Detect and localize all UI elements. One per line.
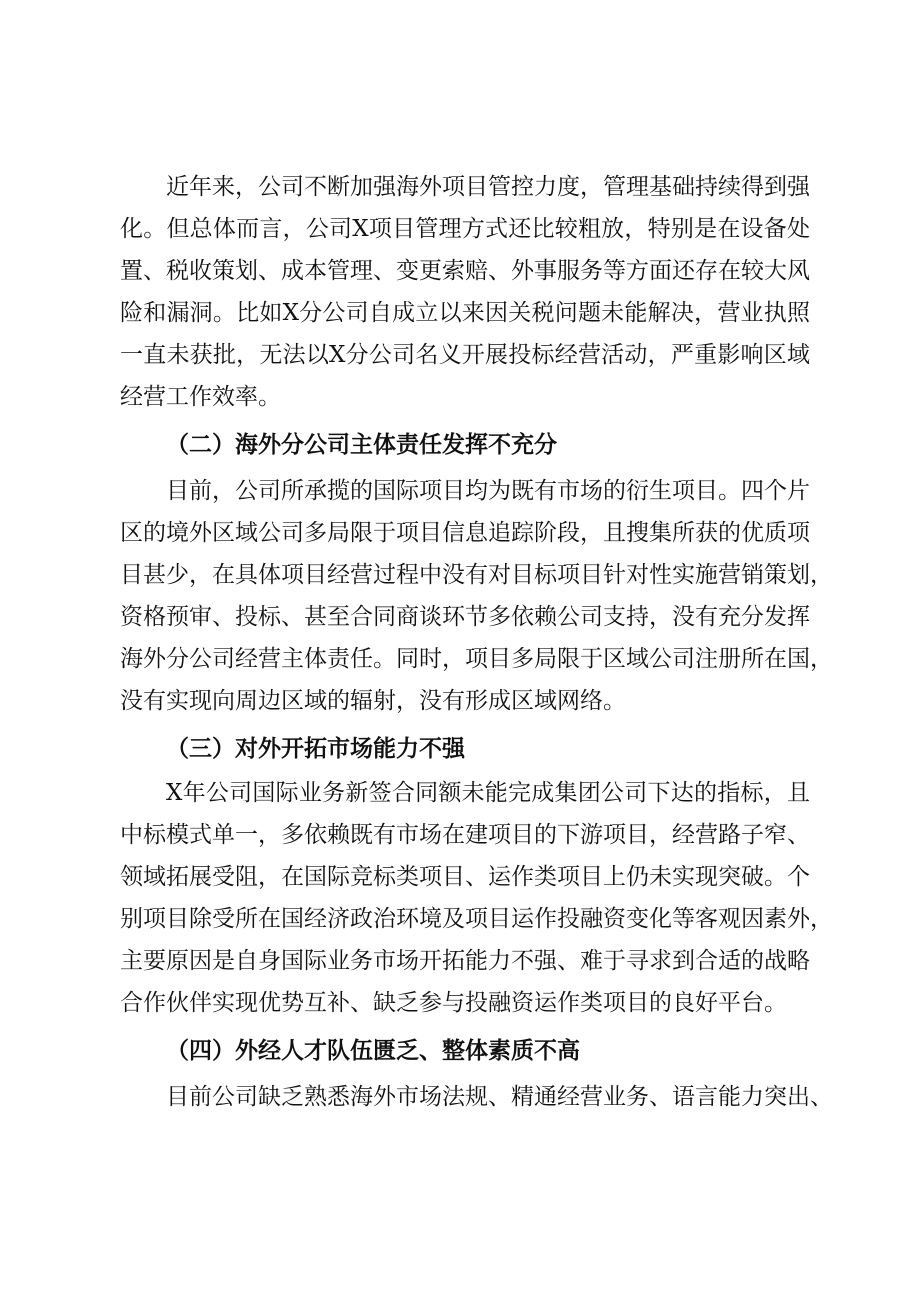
section-heading-4: （四）外经人才队伍匮乏、整体素质不高 [166, 1037, 580, 1064]
paragraph-3-line-1: X年公司国际业务新签合同额未能完成集团公司下达的指标，且 [166, 780, 810, 806]
paragraph-4-line-1: 目前公司缺乏熟悉海外市场法规、精通经营业务、语言能力突出、 [166, 1084, 833, 1110]
paragraph-2-line-1: 目前，公司所承揽的国际项目均为既有市场的衍生项目。四个片 [166, 478, 810, 504]
paragraph-2-line-3: 目甚少，在具体项目经营过程中没有对目标项目针对性实施营销策划， [120, 562, 833, 588]
paragraph-3-line-4: 别项目除受所在国经济政治环境及项目运作投融资变化等客观因素外， [120, 906, 833, 932]
paragraph-1-line-6: 经营工作效率。 [120, 384, 281, 410]
paragraph-1-line-1: 近年来，公司不断加强海外项目管控力度，管理基础持续得到强 [166, 174, 810, 200]
paragraph-2-line-5: 海外分公司经营主体责任。同时，项目多局限于区域公司注册所在国， [120, 646, 833, 672]
paragraph-3-line-6: 合作伙伴实现优势互补、缺乏参与投融资运作类项目的良好平台。 [120, 990, 787, 1016]
paragraph-1-line-3: 置、税收策划、成本管理、变更索赔、外事服务等方面还存在较大风 [120, 258, 810, 284]
paragraph-3-line-3: 领域拓展受阻，在国际竞标类项目、运作类项目上仍未实现突破。个 [120, 864, 810, 890]
paragraph-1-line-4: 险和漏洞。比如X分公司自成立以来因关税问题未能解决，营业执照 [120, 300, 810, 326]
paragraph-1-line-5: 一直未获批，无法以X分公司名义开展投标经营活动，严重影响区域 [120, 342, 810, 368]
paragraph-2-line-6: 没有实现向周边区域的辐射，没有形成区域网络。 [120, 688, 626, 714]
paragraph-2-line-4: 资格预审、投标、甚至合同商谈环节多依赖公司支持，没有充分发挥 [120, 604, 810, 630]
section-heading-2: （二）海外分公司主体责任发挥不充分 [166, 431, 557, 458]
paragraph-2-line-2: 区的境外区域公司多局限于项目信息追踪阶段，且搜集所获的优质项 [120, 520, 810, 546]
paragraph-3-line-2: 中标模式单一，多依赖既有市场在建项目的下游项目，经营路子窄、 [120, 822, 810, 848]
paragraph-1-line-2: 化。但总体而言，公司X项目管理方式还比较粗放，特别是在设备处 [120, 216, 810, 242]
section-heading-3: （三）对外开拓市场能力不强 [166, 735, 465, 762]
paragraph-3-line-5: 主要原因是自身国际业务市场开拓能力不强、难于寻求到合适的战略 [120, 948, 810, 974]
